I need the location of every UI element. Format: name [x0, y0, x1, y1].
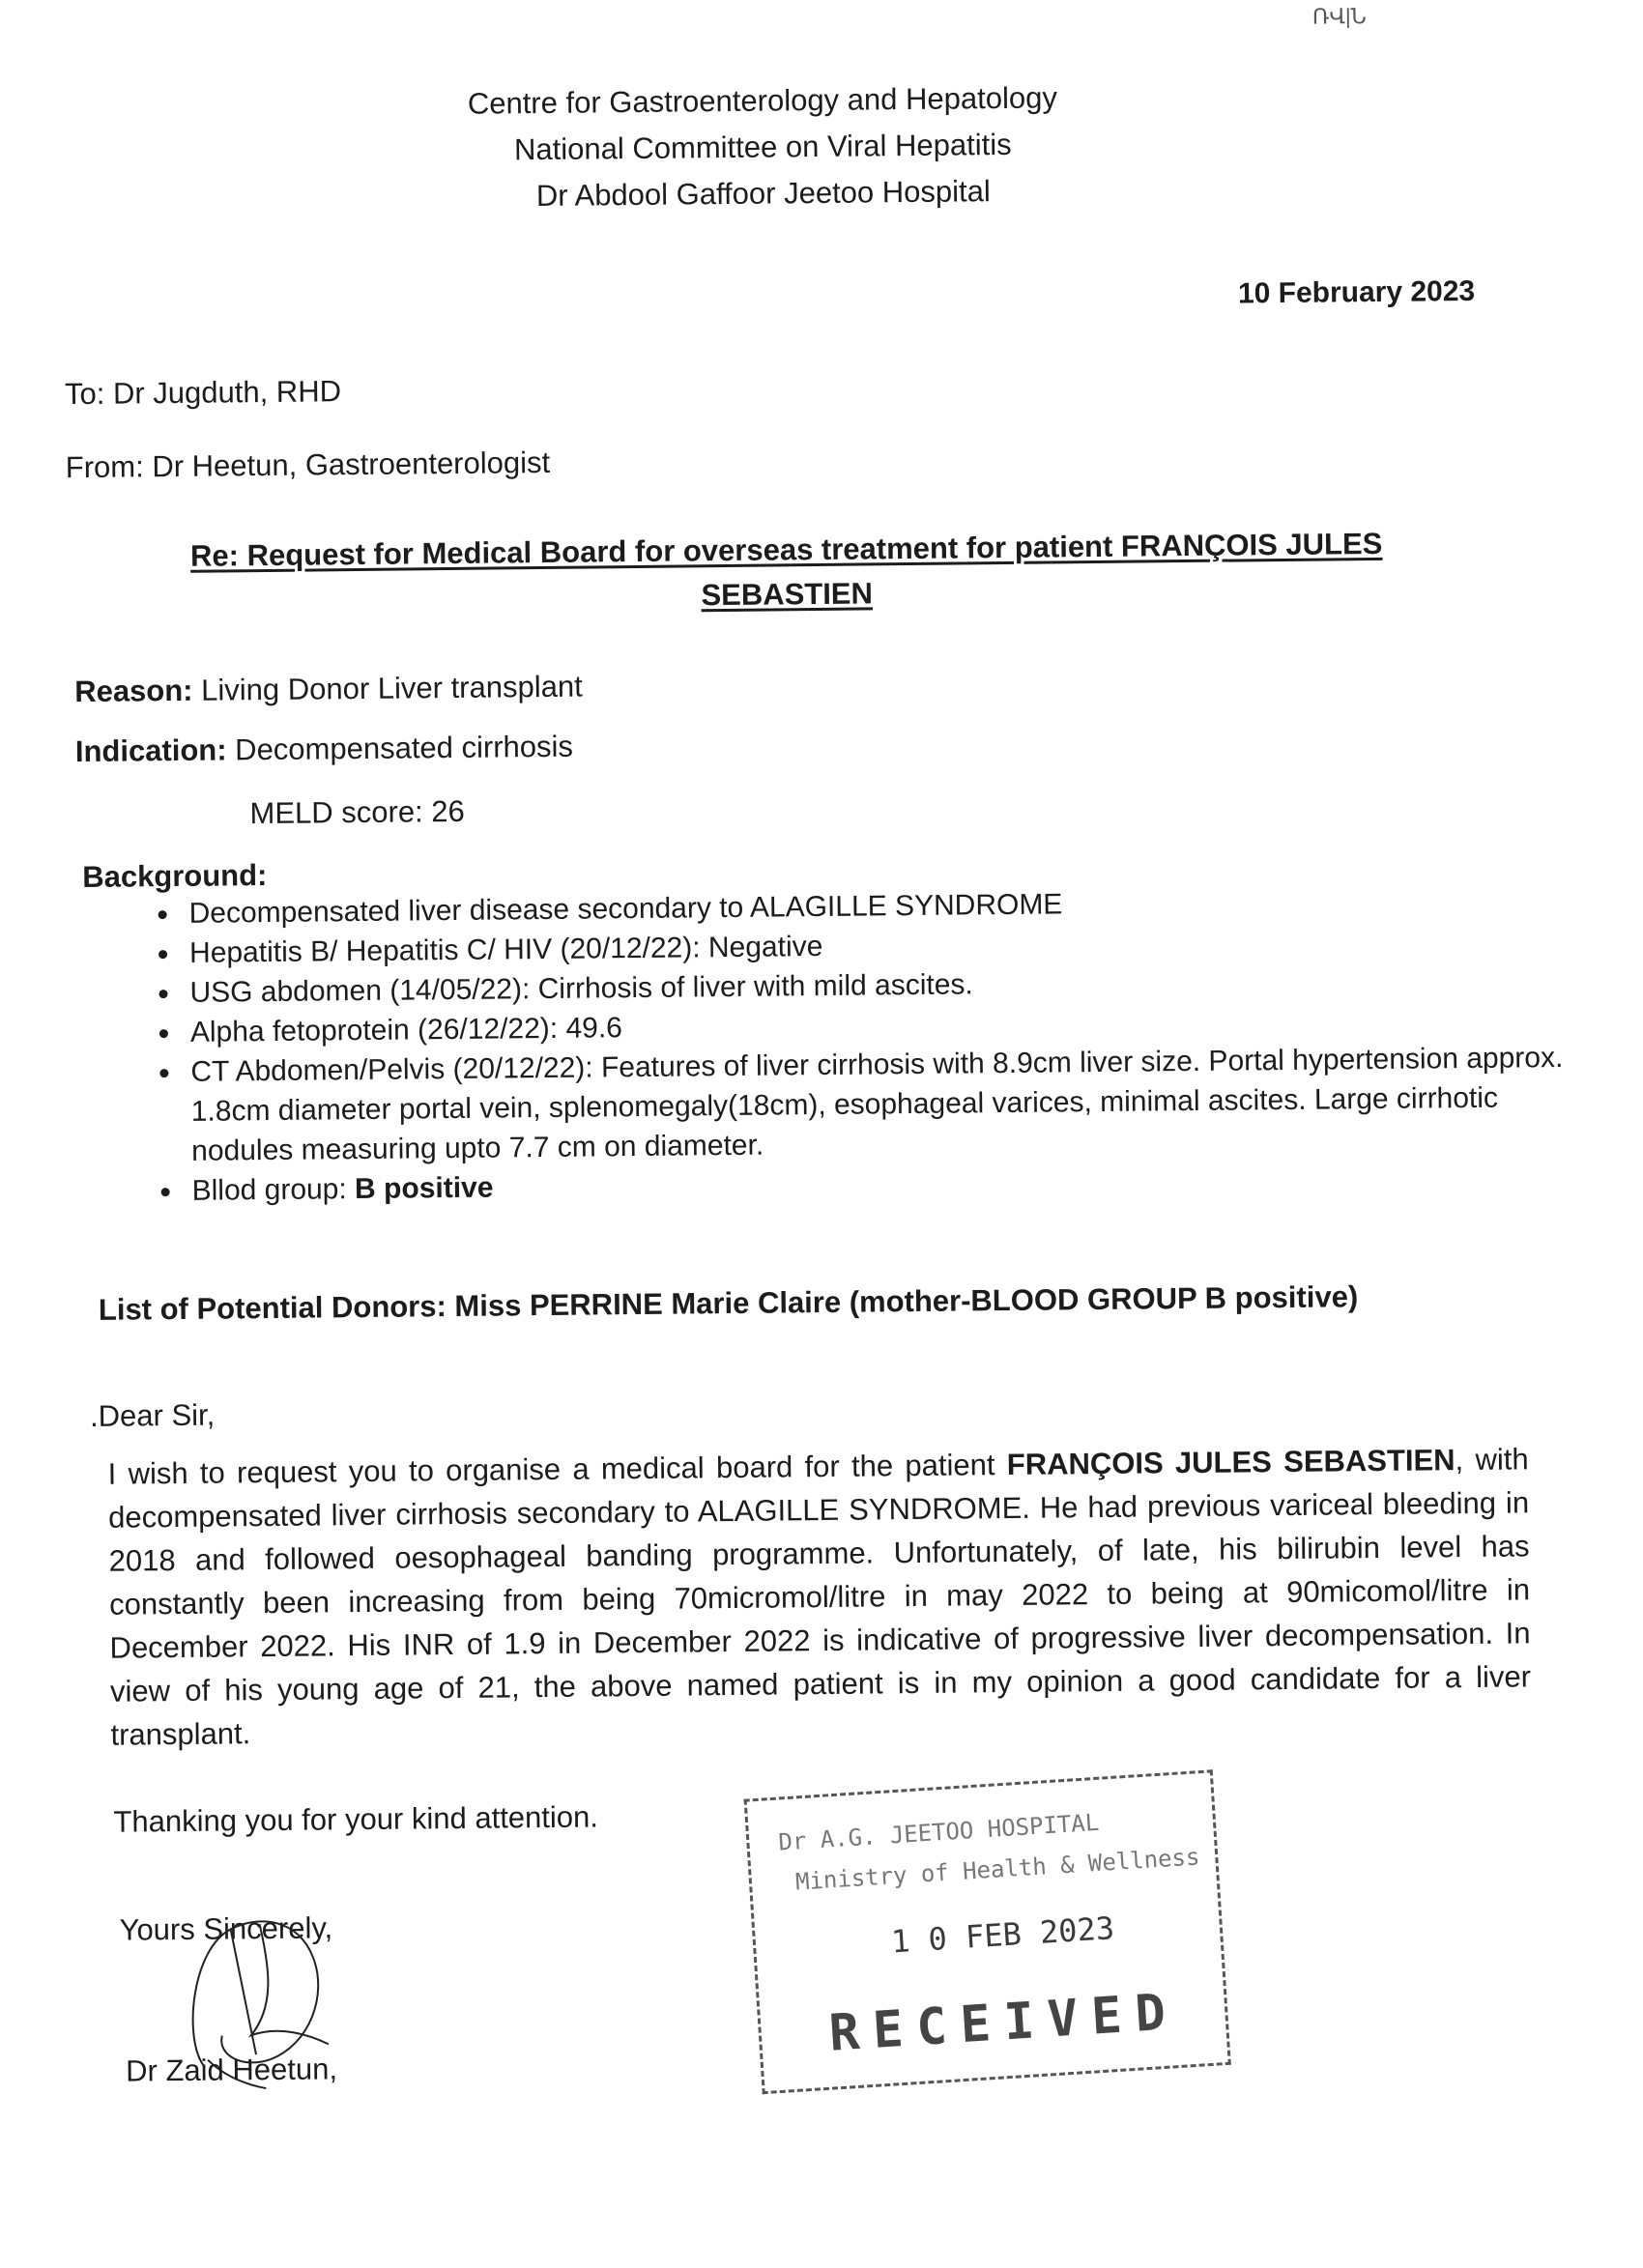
list-item: • Decompensated liver disease secondary to ALAGILLE SYNDROME [181, 879, 1563, 933]
from-value: Dr Heetun, Gastroenterologist [152, 445, 551, 484]
list-item: • Hepatitis B/ Hepatitis C/ HIV (20/12/22): Negative [182, 919, 1564, 973]
salutation: .Dear Sir, [89, 1397, 216, 1433]
patient-name: FRANÇOIS JULES SEBASTIEN [1006, 1443, 1456, 1482]
stamp-received: RECEIVED [827, 1983, 1181, 2063]
meld-score: MELD score: 26 [249, 793, 465, 831]
stamp-ministry: Ministry of Health & Wellness [794, 1843, 1201, 1896]
closing: Yours Sincerely, [119, 1910, 333, 1947]
indication-label: Indication: [74, 732, 227, 769]
list-item: • USG abdomen (14/05/22): Cirrhosis of liver with mild ascites. [182, 959, 1564, 1013]
reason-value: Living Donor Liver transplant [200, 669, 583, 707]
subject-line [130, 521, 1445, 623]
indication-value: Decompensated cirrhosis [235, 729, 574, 767]
reason-label: Reason: [74, 673, 193, 709]
background-list [123, 879, 1566, 1212]
thanks-line: Thanking you for your kind attention. [113, 1799, 599, 1839]
stamp-hospital: Dr A.G. JEETOO HOSPITAL [777, 1808, 1101, 1856]
list-item: • CT Abdomen/Pelvis (20/12/22): Features of liver cirrhosis with 8.9cm liver size. Portal hypertension approx. 1.8cm diameter portal vein, splenomegaly(18cm), esophageal varices, minimal ascites. Large cirrhotic nodules measuring upto 7.7 cm on diameter. [183, 1038, 1566, 1171]
received-stamp [744, 1769, 1231, 2094]
indication-line [75, 730, 573, 769]
letter-date: 10 February 2023 [1237, 274, 1476, 310]
from-line [66, 445, 551, 485]
header-hospital: Dr Abdool Gaffoor Jeetoo Hospital [535, 174, 991, 214]
body-paragraph [107, 1437, 1531, 1756]
reason-line [74, 670, 583, 710]
stamp-date: 1 0 FEB 2023 [889, 1909, 1116, 1961]
subject-line-1: Re: Request for Medical Board for overseas treatment for patient FRANÇOIS JULES [189, 526, 1383, 573]
body-text-rest: , with decompensated liver cirrhosis secondary to ALAGILLE SYNDROME. He had previous variceal bleeding in 2018 and followed oesophageal banding programme. Unfortunately, of late, his bilirubin level has constantly been increasing from being 70micromol/litre in may 2022 to being at 90micomol/litre in December 2022. His INR of 1.9 in December 2022 is indicative of progressive liver decompensation. In view of his young age of 21, the above named patient is in my opinion a good candidate for a liver transplant. [107, 1442, 1532, 1752]
to-label: To: [64, 376, 105, 412]
signatory-name: Dr Zaid Heetun, [125, 2052, 338, 2088]
body-text-start: I wish to request you to organise a medical board for the patient [107, 1448, 1007, 1491]
header-committee: National Committee on Viral Hepatitis [513, 127, 1012, 167]
corner-handwritten-mark: ՌՎ|Ն [1312, 4, 1367, 29]
blood-group-label: Bllod group: [191, 1173, 356, 1207]
background-label: Background: [82, 857, 268, 894]
blood-group-value: B positive [354, 1171, 494, 1206]
subject-line-2: SEBASTIEN [701, 576, 874, 613]
header-centre: Centre for Gastroenterology and Hepatology [467, 80, 1058, 121]
to-line [65, 374, 341, 412]
from-label: From: [65, 449, 144, 485]
to-value: Dr Jugduth, RHD [112, 374, 342, 411]
list-item: • Alpha fetoprotein (26/12/22): 49.6 [183, 998, 1565, 1052]
potential-donors: List of Potential Donors: Miss PERRINE Marie Claire (mother-BLOOD GROUP B positive) [98, 1279, 1359, 1327]
